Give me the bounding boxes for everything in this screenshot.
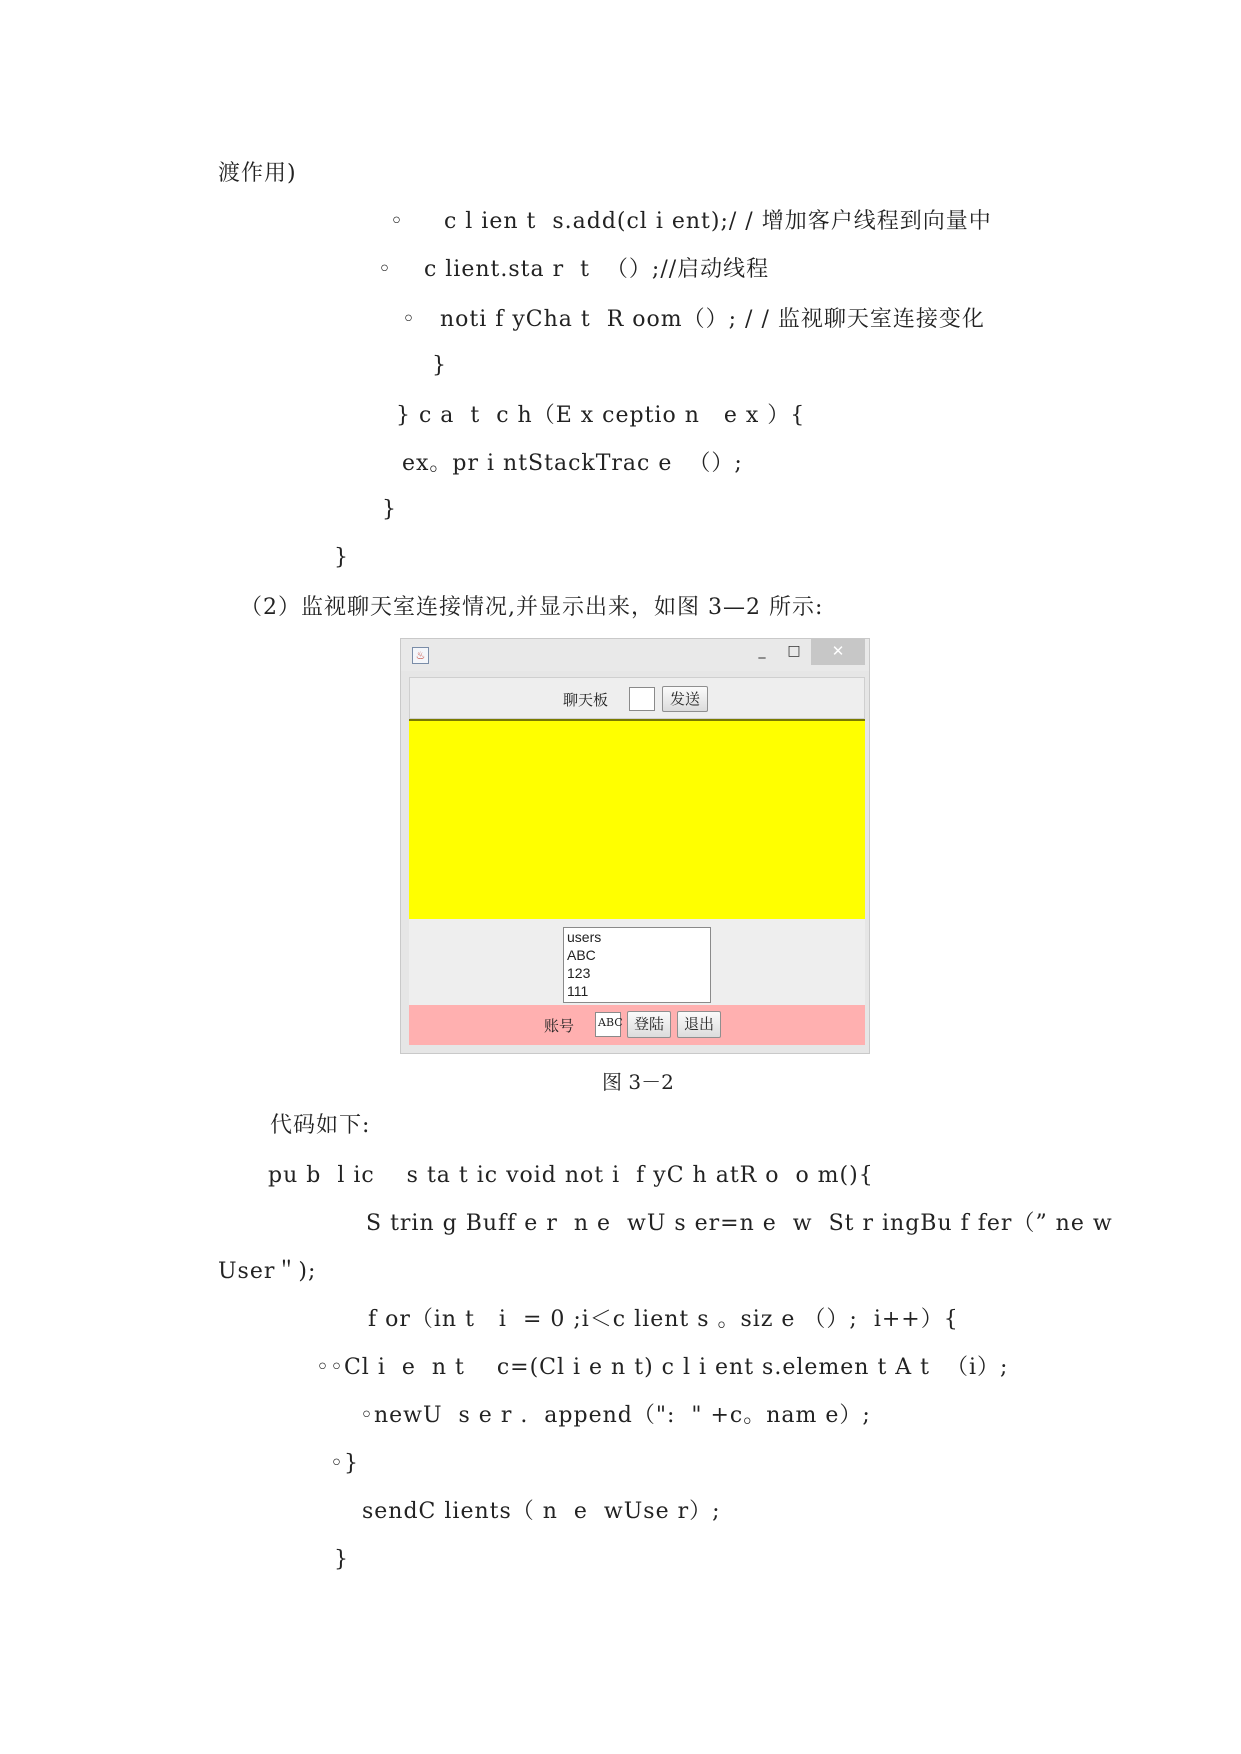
code-line-5: } bbox=[432, 353, 447, 378]
code-line-b8: sendC lients（ n e wUse r）; bbox=[362, 1499, 721, 1524]
code-intro: 代码如下: bbox=[270, 1113, 371, 1138]
chat-toolbar bbox=[409, 677, 865, 719]
code-line-7: ex。pr i ntStackTrac e （）; bbox=[402, 451, 743, 476]
list-item[interactable]: users bbox=[567, 929, 602, 945]
code-line-b7: ◦} bbox=[330, 1451, 359, 1476]
code-line-b9: } bbox=[334, 1547, 349, 1572]
code-line-2: ◦ c l ien t s.add(cl i ent);/ / 增加客户线程到向量中 bbox=[390, 209, 992, 234]
chat-window bbox=[400, 638, 870, 1054]
chat-message-input[interactable] bbox=[629, 687, 655, 711]
code-line-3: ◦ c lient.sta r t （）;//启动线程 bbox=[378, 257, 770, 282]
code-line-6: } c a t c h（E x ceptio n e x ）{ bbox=[396, 403, 806, 428]
user-list[interactable] bbox=[563, 927, 711, 1003]
exit-button[interactable]: 退出 bbox=[677, 1011, 721, 1038]
account-label: 账号 bbox=[544, 1017, 575, 1035]
code-line-9: } bbox=[334, 545, 349, 570]
code-line-8: } bbox=[382, 497, 397, 522]
code-line-b4: f or（in t i = 0 ;i＜c lient s 。siz e （）; i++）{ bbox=[368, 1307, 959, 1332]
window-titlebar bbox=[401, 639, 869, 671]
list-item[interactable]: 123 bbox=[567, 965, 591, 981]
code-line-1: 渡作用) bbox=[218, 161, 297, 186]
code-line-b3: User＂); bbox=[218, 1259, 317, 1284]
section-heading: （2）监视聊天室连接情况,并显示出来，如图 3—2 所示: bbox=[240, 595, 824, 620]
figure-caption: 图 3－2 bbox=[602, 1070, 674, 1094]
login-button[interactable]: 登陆 bbox=[627, 1011, 671, 1038]
code-line-b1: pu b l ic s ta t ic void not i f yC h atR o o m(){ bbox=[268, 1163, 874, 1188]
chat-board-label: 聊天板 bbox=[563, 691, 609, 709]
list-item[interactable]: ABC bbox=[567, 947, 596, 963]
close-button[interactable]: ✕ bbox=[811, 639, 865, 665]
code-line-b6: ◦newU s e r . append（": " +c。nam e）; bbox=[360, 1403, 871, 1428]
code-line-4: ◦ noti f yCha t R oom（）; / / 监视聊天室连接变化 bbox=[402, 307, 985, 332]
account-input[interactable]: ABC bbox=[595, 1012, 621, 1037]
login-bar bbox=[409, 1005, 865, 1045]
minimize-button[interactable]: _ bbox=[758, 643, 766, 659]
chat-display-area[interactable] bbox=[409, 719, 865, 919]
list-item[interactable]: 111 bbox=[567, 983, 589, 999]
code-line-b5: ◦◦Cl i e n t c=(Cl i e n t) c l i ent s.elemen t A t （i）; bbox=[316, 1355, 1009, 1380]
send-button[interactable]: 发送 bbox=[662, 686, 708, 712]
users-panel bbox=[409, 919, 865, 1005]
code-line-b2: S trin g Buff e r n e wU s er=n e w St r ingBu f fer（” ne w bbox=[366, 1211, 1113, 1236]
java-app-icon: ♨ bbox=[412, 647, 429, 664]
maximize-button[interactable]: □ bbox=[787, 643, 801, 659]
